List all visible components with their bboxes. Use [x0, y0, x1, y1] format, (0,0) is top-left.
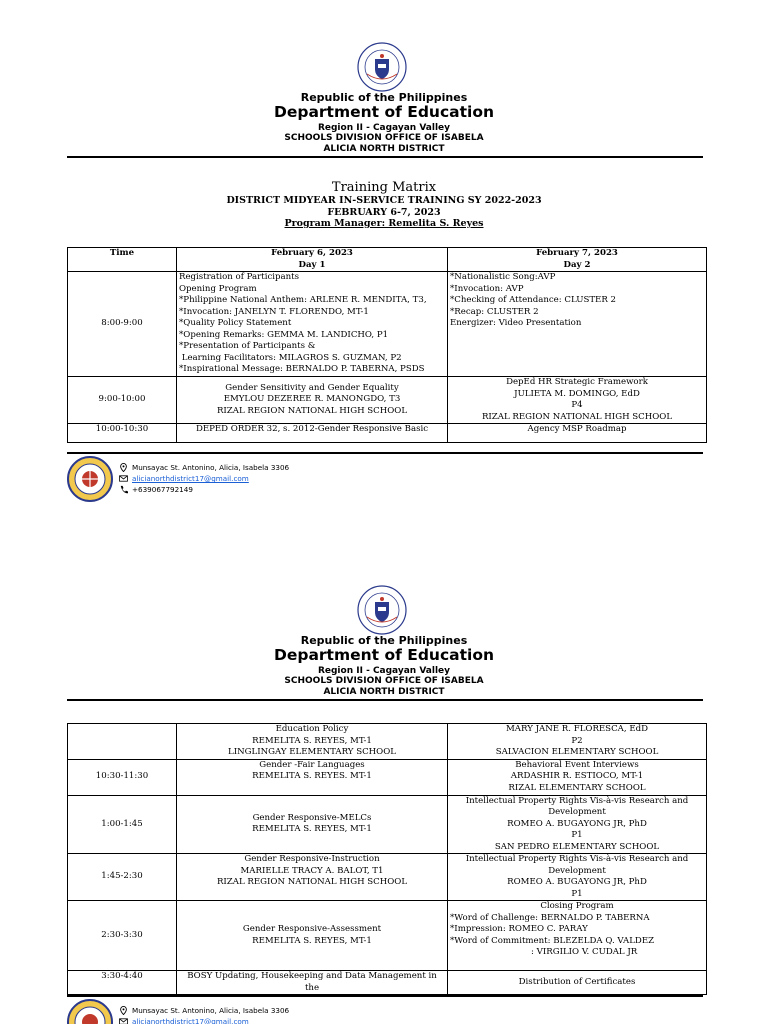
cell-line: RIZAL ELEMENTARY SCHOOL	[508, 782, 646, 793]
deped-seal-logo	[357, 585, 407, 635]
cell-line: *Recap: CLUSTER 2	[450, 306, 539, 317]
header-divider	[67, 699, 703, 701]
cell-line: MARIELLE TRACY A. BALOT, T1	[240, 865, 384, 876]
cell-line: Closing Program	[540, 901, 614, 911]
time-cell: 1:00-1:45	[68, 795, 177, 854]
table-header-row	[68, 248, 707, 272]
day2-cell	[448, 854, 707, 901]
day2-cell	[448, 272, 707, 377]
cell-line: REMELITA S. REYES, MT-1	[252, 935, 372, 946]
cell-line: : VIRGILIO V. CUDAL JR	[531, 947, 638, 957]
footer-address: Munsayac St. Antonino, Alicia, Isabela 3306	[132, 463, 290, 472]
day1-cell: BOSY Updating, Housekeeping and Data Management in the	[177, 971, 448, 995]
cell-line: DepEd HR Strategic Framework	[506, 377, 648, 387]
time-cell: 9:00-10:00	[68, 377, 177, 424]
footer-address-row	[119, 1005, 289, 1016]
cell-line: P4	[571, 400, 583, 410]
footer-phone-row	[119, 484, 289, 495]
cell-line: RIZAL REGION NATIONAL HIGH SCHOOL	[481, 411, 673, 422]
cell-line: Gender Responsive-MELCs	[252, 812, 372, 823]
day2-cell: Agency MSP Roadmap	[448, 424, 707, 443]
cell-line: Intellectual Property Rights Vis-à-vis Research and	[465, 795, 689, 806]
cell-line: REMELITA S. REYES. MT-1	[252, 771, 372, 781]
location-pin-icon	[119, 1006, 128, 1015]
district-logo-icon	[66, 998, 114, 1024]
mail-icon	[119, 1017, 128, 1024]
letterhead-district: ALICIA NORTH DISTRICT	[323, 144, 445, 154]
header-day1	[177, 248, 448, 272]
table-row	[68, 854, 707, 901]
letterhead-division: SCHOOLS DIVISION OFFICE OF ISABELA	[284, 676, 484, 686]
day1-cell: DEPED ORDER 32, s. 2012-Gender Responsive Basic	[177, 424, 448, 443]
footer-phone: +639067792149	[132, 485, 193, 494]
cell-line: Energizer: Video Presentation	[450, 318, 582, 328]
title-block	[0, 180, 768, 230]
cell-line: Opening Program	[179, 283, 257, 294]
letterhead-division: SCHOOLS DIVISION OFFICE OF ISABELA	[284, 133, 484, 143]
header-day1-date: February 6, 2023	[271, 248, 353, 258]
table-row	[68, 971, 707, 995]
title-sub1: DISTRICT MIDYEAR IN-SERVICE TRAINING SY 2022-2023	[226, 195, 542, 206]
header-day2-date: February 7, 2023	[536, 248, 618, 258]
cell-line: JULIETA M. DOMINGO, EdD	[514, 388, 640, 399]
cell-line: Gender -Fair Languages	[259, 759, 365, 770]
table-row	[68, 424, 707, 443]
cell-line: Behavioral Event Interviews	[515, 759, 639, 770]
cell-line: LINGLINGAY ELEMENTARY SCHOOL	[228, 747, 396, 757]
letterhead-district: ALICIA NORTH DISTRICT	[323, 687, 445, 697]
cell-line: ROMEO A. BUGAYONG JR, PhD	[507, 877, 647, 887]
location-pin-icon	[119, 463, 128, 472]
footer-email-link[interactable]: alicianorthdistrict17@gmail.com	[132, 1017, 249, 1024]
cell-line: *Invocation: AVP	[450, 283, 524, 294]
cell-line: Development	[548, 807, 606, 817]
footer-divider	[67, 995, 703, 997]
day1-cell	[177, 377, 448, 424]
cell-line: REMELITA S. REYES, MT-1	[252, 824, 372, 835]
time-cell: 3:30-4:40	[68, 971, 177, 995]
day2-cell	[448, 377, 707, 424]
training-matrix-table-p2	[67, 723, 707, 995]
footer-email-link[interactable]: alicianorthdistrict17@gmail.com	[132, 474, 249, 483]
footer-divider	[67, 452, 703, 454]
day2-cell	[448, 795, 707, 854]
header-day2-label: Day 2	[563, 259, 591, 270]
footer-contact	[119, 462, 289, 495]
header-time: Time	[68, 248, 177, 272]
cell-line: SAN PEDRO ELEMENTARY SCHOOL	[494, 841, 660, 852]
day2-cell	[448, 759, 707, 795]
cell-line: EMYLOU DEZEREE R. MANONGDO, T3	[223, 394, 401, 405]
cell-line: *Nationalistic Song:AVP	[450, 272, 556, 282]
header-day1-label: Day 1	[298, 259, 326, 270]
time-cell	[68, 724, 177, 760]
table-row	[68, 377, 707, 424]
cell-line: *Impression: ROMEO C. PARAY	[450, 924, 588, 934]
time-cell: 1:45-2:30	[68, 854, 177, 901]
letterhead-department: Department of Education	[273, 103, 495, 121]
footer-email-row	[119, 1016, 289, 1024]
day1-cell	[177, 759, 448, 795]
program-manager: Program Manager: Remelita S. Reyes	[284, 218, 484, 229]
day2-cell	[448, 901, 707, 971]
cell-line: P1	[571, 888, 583, 899]
day2-cell	[448, 724, 707, 760]
time-cell: 10:00-10:30	[68, 424, 177, 443]
table-row	[68, 272, 707, 377]
cell-line: REMELITA S. REYES, MT-1	[252, 735, 372, 746]
footer-address-row	[119, 462, 289, 473]
cell-line: *Philippine National Anthem: ARLENE R. MENDITA, T3,	[179, 295, 427, 305]
cell-line: Development	[548, 865, 606, 876]
cell-line: Intellectual Property Rights Vis-à-vis Research and	[465, 854, 689, 864]
header-divider	[67, 156, 703, 158]
day1-cell	[177, 272, 448, 377]
district-logo-icon	[66, 455, 114, 503]
cell-line: SALVACION ELEMENTARY SCHOOL	[495, 747, 659, 757]
cell-line: Gender Responsive-Assessment	[242, 924, 382, 934]
footer-email-row	[119, 473, 289, 484]
cell-line: P2	[571, 735, 583, 746]
cell-line: ROMEO A. BUGAYONG JR, PhD	[507, 818, 647, 829]
time-cell: 10:30-11:30	[68, 759, 177, 795]
letterhead-region: Region II - Cagayan Valley	[317, 666, 451, 676]
footer-contact	[119, 1005, 289, 1024]
title-main: Training Matrix	[331, 180, 437, 195]
cell-line: P1	[571, 830, 583, 840]
letterhead-region: Region II - Cagayan Valley	[317, 123, 451, 133]
footer-address: Munsayac St. Antonino, Alicia, Isabela 3306	[132, 1006, 290, 1015]
footer-p1	[62, 452, 712, 502]
time-cell: 8:00-9:00	[68, 272, 177, 377]
cell-line: *Word of Challenge: BERNALDO P. TABERNA	[450, 912, 650, 923]
cell-line: *Quality Policy Statement	[179, 318, 292, 328]
table-row	[68, 724, 707, 760]
time-cell: 2:30-3:30	[68, 901, 177, 971]
cell-line: *Invocation: JANELYN T. FLORENDO, MT-1	[179, 306, 369, 317]
letterhead-republic: Republic of the Philippines	[300, 634, 468, 647]
header-day2	[448, 248, 707, 272]
cell-line: *Presentation of Participants &	[179, 341, 316, 351]
letterhead-republic: Republic of the Philippines	[300, 91, 468, 104]
table-row	[68, 795, 707, 854]
phone-icon	[119, 485, 128, 494]
cell-line: Learning Facilitators: MILAGROS S. GUZMAN, P2	[179, 352, 402, 363]
cell-line: *Word of Commitment: BLEZELDA Q. VALDEZ	[450, 935, 655, 946]
table-row	[68, 901, 707, 971]
cell-line: Gender Responsive-Instruction	[244, 854, 380, 864]
table-row	[68, 759, 707, 795]
day1-cell	[177, 724, 448, 760]
mail-icon	[119, 474, 128, 483]
cell-line: MARY JANE R. FLORESCA, EdD	[506, 724, 648, 734]
deped-seal-logo	[357, 42, 407, 92]
cell-line: RIZAL REGION NATIONAL HIGH SCHOOL	[216, 405, 408, 416]
day2-cell: Distribution of Certificates	[448, 971, 707, 995]
day1-cell	[177, 854, 448, 901]
cell-line: RIZAL REGION NATIONAL HIGH SCHOOL	[216, 877, 408, 887]
cell-line: *Checking of Attendance: CLUSTER 2	[450, 295, 616, 305]
cell-line: *Inspirational Message: BERNALDO P. TABERNA, PSDS	[179, 364, 425, 374]
cell-line: ARDASHIR R. ESTIOCO, MT-1	[510, 771, 644, 782]
cell-line: Gender Sensitivity and Gender Equality	[225, 382, 399, 393]
title-sub2: FEBRUARY 6-7, 2023	[327, 206, 441, 218]
cell-line: Education Policy	[275, 724, 349, 734]
cell-line: *Opening Remarks: GEMMA M. LANDICHO, P1	[179, 329, 389, 340]
letterhead-department: Department of Education	[273, 646, 495, 664]
day1-cell	[177, 901, 448, 971]
training-matrix-table-p1	[67, 247, 707, 443]
footer-p2	[62, 995, 712, 1024]
day1-cell	[177, 795, 448, 854]
cell-line: Registration of Participants	[179, 272, 300, 282]
